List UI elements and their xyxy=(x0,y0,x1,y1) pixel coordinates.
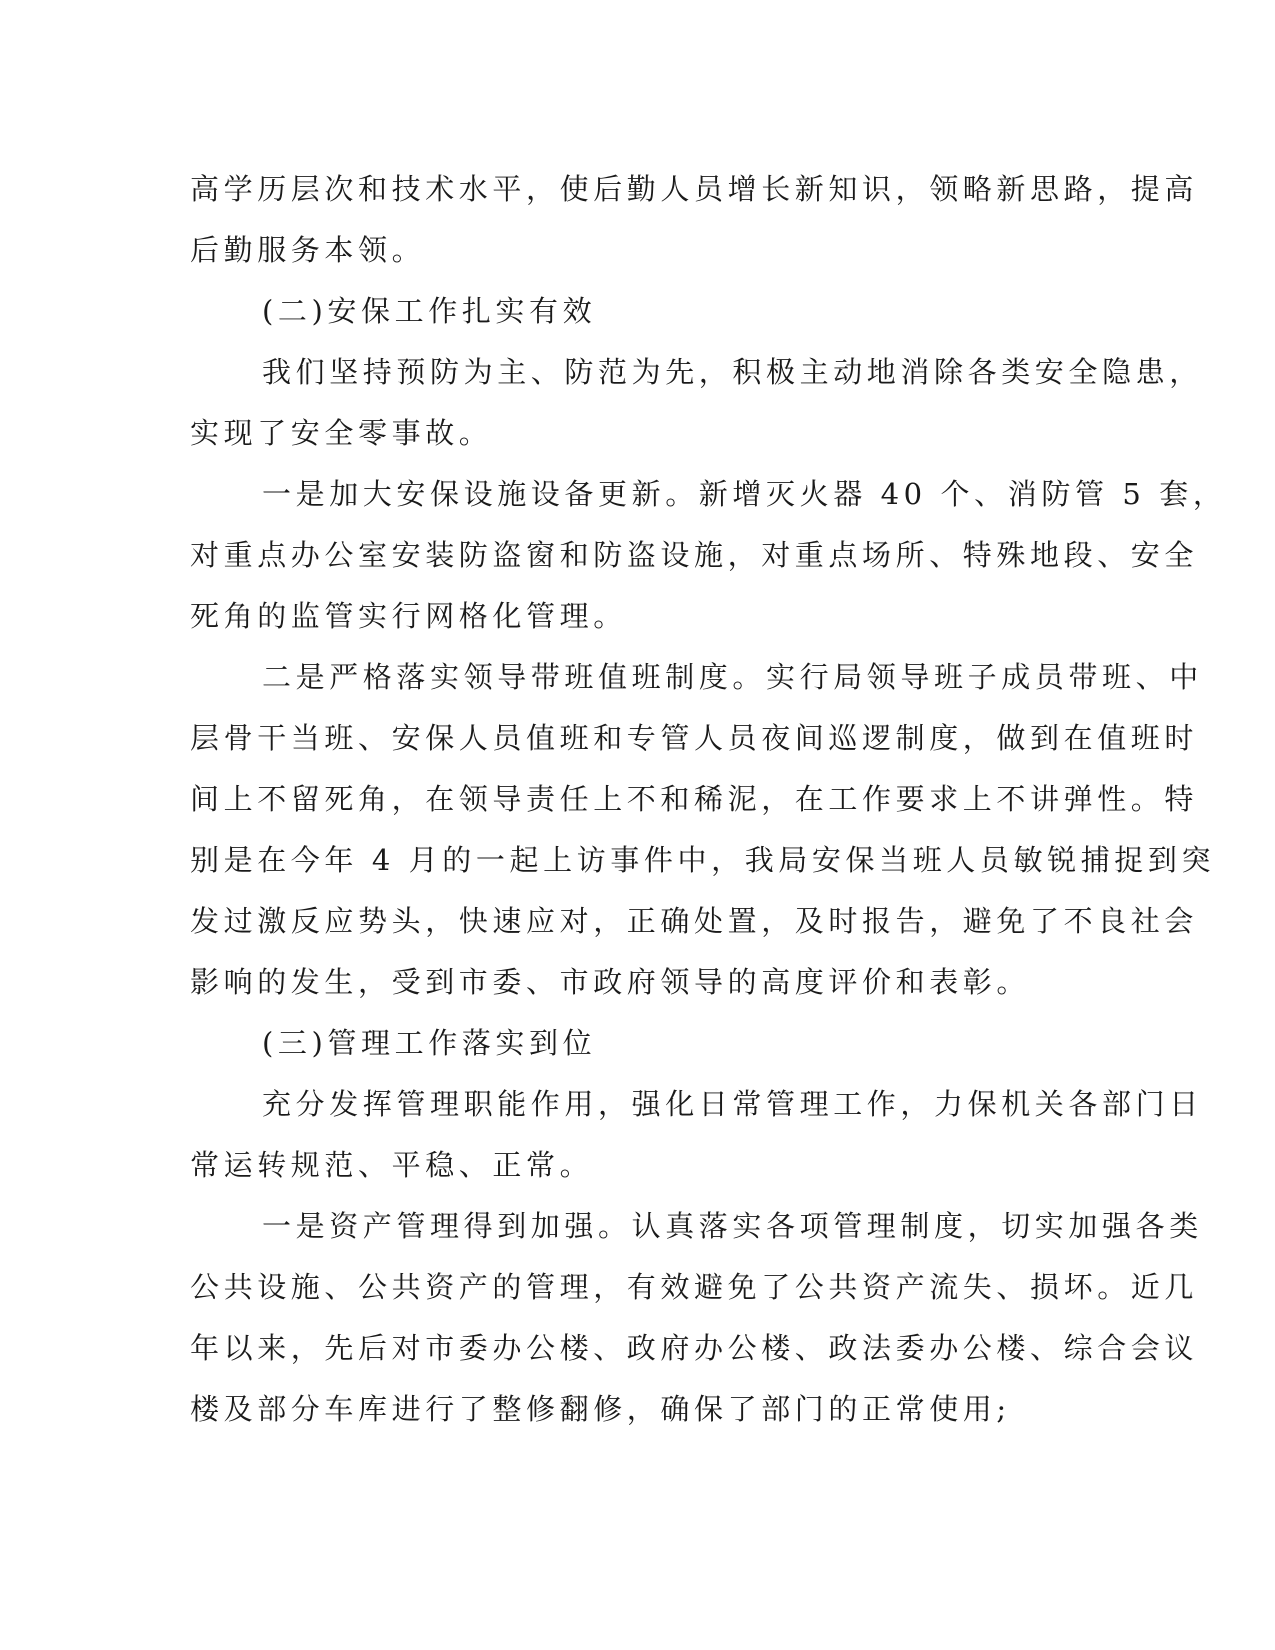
text-line: 别是在今年 4 月的一起上访事件中，我局安保当班人员敏锐捕捉到突 xyxy=(190,843,1216,877)
text-line: 高学历层次和技术水平，使后勤人员增长新知识，领略新思路，提高 xyxy=(190,172,1199,206)
text-line: 发过激反应势头，快速应对，正确处置，及时报告，避免了不良社会 xyxy=(190,904,1199,938)
section-heading: (二)安保工作扎实有效 xyxy=(262,294,597,328)
text-line: 一是加大安保设施设备更新。新增灭火器 40 个、消防管 5 套， xyxy=(262,477,1227,511)
text-line: 层骨干当班、安保人员值班和专管人员夜间巡逻制度，做到在值班时 xyxy=(190,721,1199,755)
text-line: 我们坚持预防为主、防范为先，积极主动地消除各类安全隐患， xyxy=(262,355,1203,389)
text-line: 二是严格落实领导带班值班制度。实行局领导班子成员带班、中 xyxy=(262,660,1203,694)
text-line: 公共设施、公共资产的管理，有效避免了公共资产流失、损坏。近几 xyxy=(190,1270,1199,1304)
text-line: 实现了安全零事故。 xyxy=(190,416,493,450)
text-line: 充分发挥管理职能作用，强化日常管理工作，力保机关各部门日 xyxy=(262,1087,1203,1121)
text-line: 死角的监管实行网格化管理。 xyxy=(190,599,627,633)
text-line: 对重点办公室安装防盗窗和防盗设施，对重点场所、特殊地段、安全 xyxy=(190,538,1199,572)
text-line: 间上不留死角，在领导责任上不和稀泥，在工作要求上不讲弹性。特 xyxy=(190,782,1199,816)
text-line: 后勤服务本领。 xyxy=(190,233,426,267)
text-line: 一是资产管理得到加强。认真落实各项管理制度，切实加强各类 xyxy=(262,1209,1203,1243)
document-body xyxy=(190,159,1227,1440)
text-line: 常运转规范、平稳、正常。 xyxy=(190,1148,594,1182)
text-line: 年以来，先后对市委办公楼、政府办公楼、政法委办公楼、综合会议 xyxy=(190,1331,1199,1365)
text-line: 影响的发生，受到市委、市政府领导的高度评价和表彰。 xyxy=(190,965,1031,999)
text-line: 楼及部分车库进行了整修翻修，确保了部门的正常使用; xyxy=(190,1392,1011,1426)
section-heading: (三)管理工作落实到位 xyxy=(262,1026,597,1060)
